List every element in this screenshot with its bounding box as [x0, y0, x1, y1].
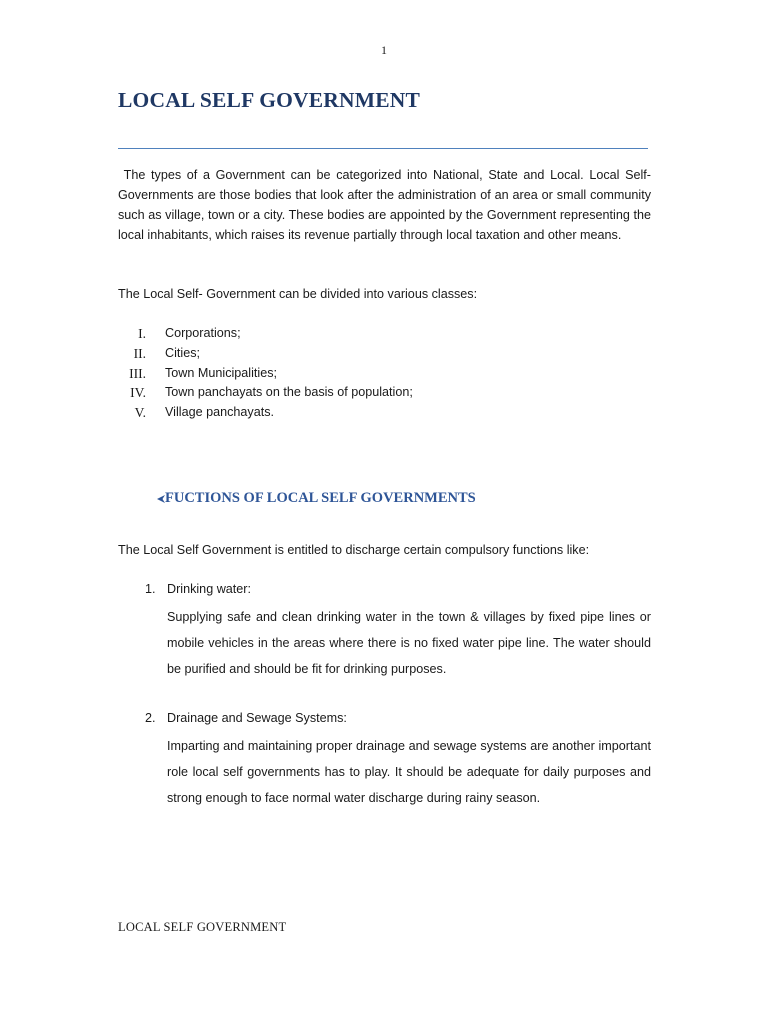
function-item-drinking-water: [145, 579, 651, 682]
function-number: 1.: [145, 582, 156, 596]
list-item-number: IV.: [130, 385, 146, 401]
intro-paragraph: The types of a Government can be categorized into National, State and Local. Local Self-Governments are those bodies that look after the administration of an area or small community such as village, town or a city. These bodies are appointed by the Government representing the local inhabitants, which raises its revenue partially through local taxation and other means.: [118, 168, 651, 242]
list-item-text: Town Municipalities;: [165, 365, 277, 380]
list-item-text: Cities;: [165, 345, 200, 360]
function-item-drainage: [145, 708, 651, 811]
page-title: LOCAL SELF GOVERNMENT: [118, 88, 421, 112]
list-item: [118, 383, 413, 403]
list-item: [118, 364, 413, 384]
list-item-text: Village panchayats.: [165, 405, 274, 420]
list-item-text: Town panchayats on the basis of population;: [165, 385, 413, 400]
function-heading: Drinking water:: [167, 582, 251, 596]
arrow-left-icon: [157, 494, 165, 504]
function-heading: Drainage and Sewage Systems:: [167, 711, 347, 725]
list-item: [118, 403, 413, 423]
classes-list: [118, 324, 413, 423]
list-item: [118, 324, 413, 344]
section-heading: [157, 490, 476, 507]
list-item-number: II.: [133, 345, 146, 361]
list-item-number: III.: [129, 365, 146, 381]
function-number: 2.: [145, 711, 156, 725]
list-item-text: Corporations;: [165, 326, 241, 340]
page-footer: LOCAL SELF GOVERNMENT: [118, 920, 287, 934]
classes-lead-paragraph: The Local Self- Government can be divided into various classes:: [118, 287, 478, 301]
functions-lead-paragraph: The Local Self Government is entitled to discharge certain compulsory functions like:: [118, 543, 590, 557]
list-item-number: V.: [134, 405, 146, 421]
list-item: [118, 344, 413, 364]
section-heading-text: FUCTIONS OF LOCAL SELF GOVERNMENTS: [165, 490, 476, 506]
function-body: Imparting and maintaining proper drainage and sewage systems are another important role local self governments has to play. It should be adequate for daily purposes and strong enough to face normal water discharge during rainy season.: [167, 739, 651, 805]
function-body: Supplying safe and clean drinking water in the town & villages by fixed pipe lines or mobile vehicles in the areas where there is no fixed water pipe line. The water should be purified and should be fit for drinking purposes.: [167, 610, 651, 676]
page-number: 1: [381, 43, 387, 57]
list-item-number: I.: [138, 326, 146, 341]
title-divider: [118, 148, 648, 149]
